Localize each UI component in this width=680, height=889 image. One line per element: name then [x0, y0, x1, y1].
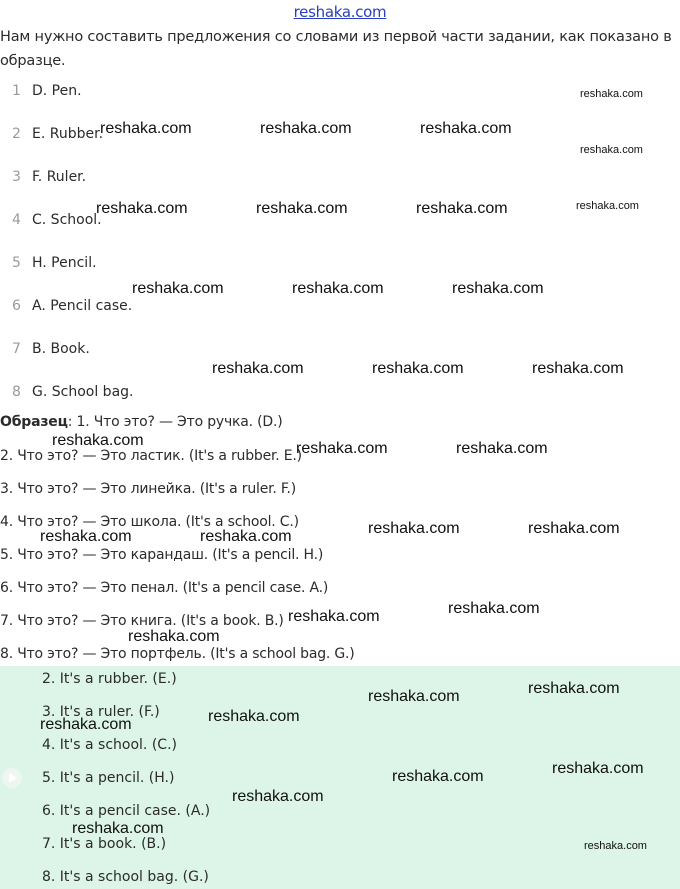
watermark: reshaka.com: [100, 120, 192, 137]
task-text: Нам нужно составить предложения со словами из первой части задании, как показано в образце.: [0, 29, 672, 69]
watermark: reshaka.com: [292, 280, 384, 297]
watermark: reshaka.com: [532, 360, 624, 377]
watermark: reshaka.com: [580, 88, 643, 100]
watermark: reshaka.com: [212, 360, 304, 377]
sentence: 4. Что это? — Это школа. (It's a school. C.): [0, 514, 299, 530]
watermark: reshaka.com: [368, 520, 460, 537]
watermark: reshaka.com: [420, 120, 512, 137]
watermark: reshaka.com: [208, 708, 300, 725]
watermark: reshaka.com: [260, 120, 352, 137]
list-item-text: B. Book.: [32, 341, 90, 357]
watermark: reshaka.com: [576, 200, 639, 212]
watermark: reshaka.com: [552, 760, 644, 777]
list-item: 8 G. School bag.: [12, 384, 134, 400]
list-item-text: F. Ruler.: [32, 169, 87, 185]
sentence: 5. Что это? — Это карандаш. (It's a pencil. H.): [0, 547, 324, 563]
list-item: 2 E. Rubber.: [12, 126, 104, 142]
watermark: reshaka.com: [128, 628, 220, 645]
list-item-text: E. Rubber.: [32, 126, 104, 142]
watermark: reshaka.com: [528, 520, 620, 537]
watermark: reshaka.com: [232, 788, 324, 805]
watermark: reshaka.com: [452, 280, 544, 297]
watermark: reshaka.com: [528, 680, 620, 697]
answer-line: 2. It's a rubber. (E.): [42, 671, 177, 687]
site-header: [0, 2, 680, 21]
list-item: 5 H. Pencil.: [12, 255, 97, 271]
sample-label: Образец: [0, 414, 68, 430]
play-icon[interactable]: [2, 768, 22, 788]
watermark: reshaka.com: [72, 820, 164, 837]
watermark: reshaka.com: [368, 688, 460, 705]
list-item-text: D. Pen.: [32, 83, 82, 99]
sample-line: [0, 414, 283, 430]
list-item: 4 C. School.: [12, 212, 102, 228]
watermark: reshaka.com: [296, 440, 388, 457]
watermark: reshaka.com: [372, 360, 464, 377]
watermark: reshaka.com: [40, 716, 132, 733]
list-item: 1 D. Pen.: [12, 83, 82, 99]
list-item-text: C. School.: [32, 212, 102, 228]
sentence: 6. Что это? — Это пенал. (It's a pencil case. A.): [0, 580, 329, 596]
sentence: 7. Что это? — Это книга. (It's a book. B.): [0, 613, 284, 629]
watermark: reshaka.com: [448, 600, 540, 617]
answer-line: 3. It's a ruler. (F.): [42, 704, 160, 720]
list-item: 7 B. Book.: [12, 341, 90, 357]
watermark: reshaka.com: [256, 200, 348, 217]
site-link[interactable]: reshaka.com: [293, 3, 387, 21]
watermark: reshaka.com: [132, 280, 224, 297]
watermark: reshaka.com: [288, 608, 380, 625]
watermark: reshaka.com: [392, 768, 484, 785]
watermark: reshaka.com: [52, 432, 144, 449]
list-item-text: H. Pencil.: [32, 255, 97, 271]
sentence: 3. Что это? — Это линейка. (It's a ruler. F.): [0, 481, 297, 497]
answer-line: 8. It's a school bag. (G.): [42, 869, 209, 885]
answer-line: 6. It's a pencil case. (A.): [42, 803, 211, 819]
watermark: reshaka.com: [416, 200, 508, 217]
list-item: 6 A. Pencil case.: [12, 298, 133, 314]
list-item: 3 F. Ruler.: [12, 169, 87, 185]
answer-line: 7. It's a book. (B.): [42, 836, 167, 852]
sample-text: : 1. Что это? — Это ручка. (D.): [67, 414, 283, 430]
watermark: reshaka.com: [200, 528, 292, 545]
answer-line: 4. It's a school. (C.): [42, 737, 177, 753]
sentence: 8. Что это? — Это портфель. (It's a school bag. G.): [0, 646, 355, 662]
answer-line: 5. It's a pencil. (H.): [42, 770, 175, 786]
watermark: reshaka.com: [580, 144, 643, 156]
watermark: reshaka.com: [40, 528, 132, 545]
watermark: reshaka.com: [96, 200, 188, 217]
sentence: 2. Что это? — Это ластик. (It's a rubber. E.): [0, 448, 302, 464]
watermark: reshaka.com: [584, 840, 647, 852]
list-item-text: G. School bag.: [32, 384, 134, 400]
watermark: reshaka.com: [456, 440, 548, 457]
list-item-text: A. Pencil case.: [32, 298, 133, 314]
